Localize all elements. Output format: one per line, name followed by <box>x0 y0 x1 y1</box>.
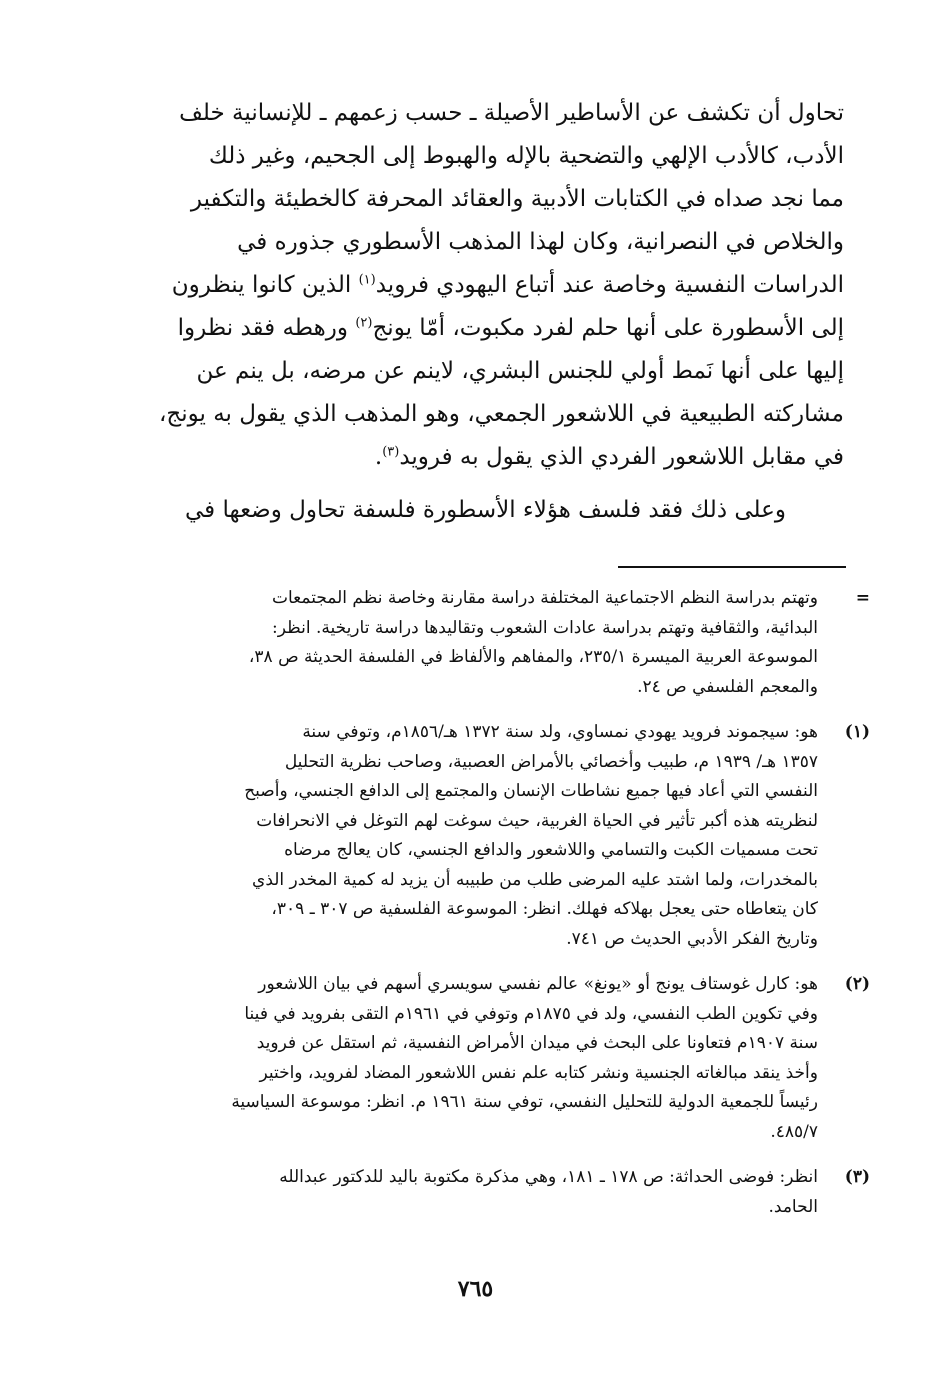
body-line: الأدب، كالأدب الإلهي والتضحية بالإله والهبوط إلى الجحيم، وغير ذلك <box>208 143 844 169</box>
body-line: مشاركته الطبيعية في اللاشعور الجمعي، وهو المذهب الذي يقول به يونج، <box>158 401 844 427</box>
footnote-line: رئيساً للجمعية الدولية للتحليل النفسي، توفي سنة ١٩٦١ م. انظر: موسوعة السياسية <box>231 1092 818 1112</box>
footnote-1 <box>118 718 870 954</box>
body-text-segment: في مقابل اللاشعور الفردي الذي يقول به فرويد <box>399 444 844 470</box>
footnote-line: وتهتم بدراسة النظم الاجتماعية المختلفة دراسة مقارنة وخاصة نظم المجتمعات <box>271 588 818 608</box>
footnote-ref-2[interactable]: (٢) <box>355 315 373 331</box>
footnote-line: هو: سيجموند فرويد يهودي نمساوي، ولد سنة ١٣٧٢ هـ/١٨٥٦م، وتوفي سنة <box>302 722 818 742</box>
footnote-line: الموسوعة العربية الميسرة ٢٣٥/١، والمفاهم والألفاظ في الفلسفة الحديثة ص ٣٨، <box>248 647 818 667</box>
body-line: إليها على أنها نَمط أولي للجنس البشري، لاينم عن مرضه، بل ينم عن <box>196 358 844 384</box>
footnote-line: الحامد. <box>768 1196 818 1217</box>
body-line: وعلى ذلك فقد فلسف هؤلاء الأسطورة فلسفة تحاول وضعها في <box>185 497 786 523</box>
footnote-line: بالمخدرات، ولما اشتد عليه المرضى طلب من طبيبه أن يزيد له كمية المخدر الذي <box>252 869 818 890</box>
footnote-line: سنة ١٩٠٧م فتعاونا على البحث في ميدان الأمراض النفسية، ثم استقل عن فرويد <box>256 1033 818 1053</box>
footnote-number: (٢) <box>844 974 870 994</box>
footnote-line: تحت مسميات الكبت والتسامي واللاشعور والدافع الجنسي، كان يعالج مرضاه <box>284 840 818 860</box>
footnote-line: ١٣٥٧ هـ/ ١٩٣٩ م، طبيب وأخصائي بالأمراض العصبية، وصاحب نظرية التحليل <box>284 751 818 772</box>
body-line <box>118 307 844 350</box>
footnote-line: لنظريته هذه أكبر تأثير في الحياة الغربية، حيث سوغت لهم التوغل في الانحرافات <box>256 810 818 831</box>
footnote-number: (٣) <box>844 1167 870 1187</box>
footnote-line: النفسي التي أعاد فيها جميع نشاطات الإنسان والمجتمع إلى الدافع الجنسي، وأصبح <box>244 781 818 801</box>
footnote-line: انظر: فوضى الحداثة: ص ١٧٨ ـ ١٨١، وهي مذكرة مكتوبة باليد للدكتور عبدالله <box>279 1167 818 1187</box>
continuation-marker: = <box>855 588 870 608</box>
body-line: مما نجد صداه في الكتابات الأدبية والعقائد المحرفة كالخطيئة والتكفير <box>190 186 844 212</box>
body-line: والخلاص في النصرانية، وكان لهذا المذهب الأسطوري جذوره في <box>237 229 844 255</box>
body-text-segment: الدراسات النفسية وخاصة عند أتباع اليهودي فرويد <box>375 272 844 298</box>
body-text-segment: ورهطه فقد نظروا <box>177 315 348 341</box>
footnote-line: كان يتعاطاه حتى يعجل بهلاكه فهلك. انظر: الموسوعة الفلسفية ص ٣٠٧ ـ ٣٠٩، <box>271 899 818 919</box>
body-text-segment: إلى الأسطورة على أنها حلم لفرد مكبوت، أمّا يونج <box>372 315 844 341</box>
page-number: ٧٦٥ <box>457 1276 494 1302</box>
footnote-number: (١) <box>844 722 870 742</box>
footnote-line: البدائية، والثقافية وتهتم بدراسة عادات الشعوب وتقاليدها دراسة تاريخية. انظر: <box>272 617 818 638</box>
main-text <box>118 92 844 532</box>
footnote-line: وتاريخ الفكر الأدبي الحديث ص ٧٤١. <box>566 928 818 949</box>
body-line: في مقابل اللاشعور الفردي الذي يقول به فرويد$^{(٣)}$. <box>374 444 844 470</box>
footnote-2 <box>118 970 870 1147</box>
body-line: تحاول أن تكشف عن الأساطير الأصيلة ـ حسب زعمهم ـ للإنسانية خلف <box>179 100 844 126</box>
footnote-line: وفي تكوين الطب النفسي، ولد في ١٨٧٥م وتوفي في ١٩٦١م التقى بفرويد في فينا <box>244 1003 818 1024</box>
footnote-line: والمعجم الفلسفي ص ٢٤. <box>637 676 818 697</box>
footnote-line: هو: كارل غوستاف يونج أو «يونغ» عالم نفسي سويسري أسهم في بيان اللاشعور <box>258 974 818 994</box>
footnote-continuation <box>118 584 870 702</box>
footnotes <box>118 584 870 1228</box>
footnote-ref-1[interactable]: (١) <box>358 272 376 288</box>
footnote-3 <box>118 1163 870 1222</box>
body-line <box>118 264 844 307</box>
footnote-ref-3[interactable]: (٣) <box>382 444 400 460</box>
footnote-line: وأخذ ينقد مبالغاته الجنسية ونشر كتابه علم نفس اللاشعور المضاد لفرويد، واختير <box>259 1062 818 1083</box>
body-text-segment: الذين كانوا ينظرون <box>171 272 352 298</box>
footnote-separator <box>618 566 846 568</box>
footnote-line: ٤٨٥/٧. <box>770 1121 818 1142</box>
